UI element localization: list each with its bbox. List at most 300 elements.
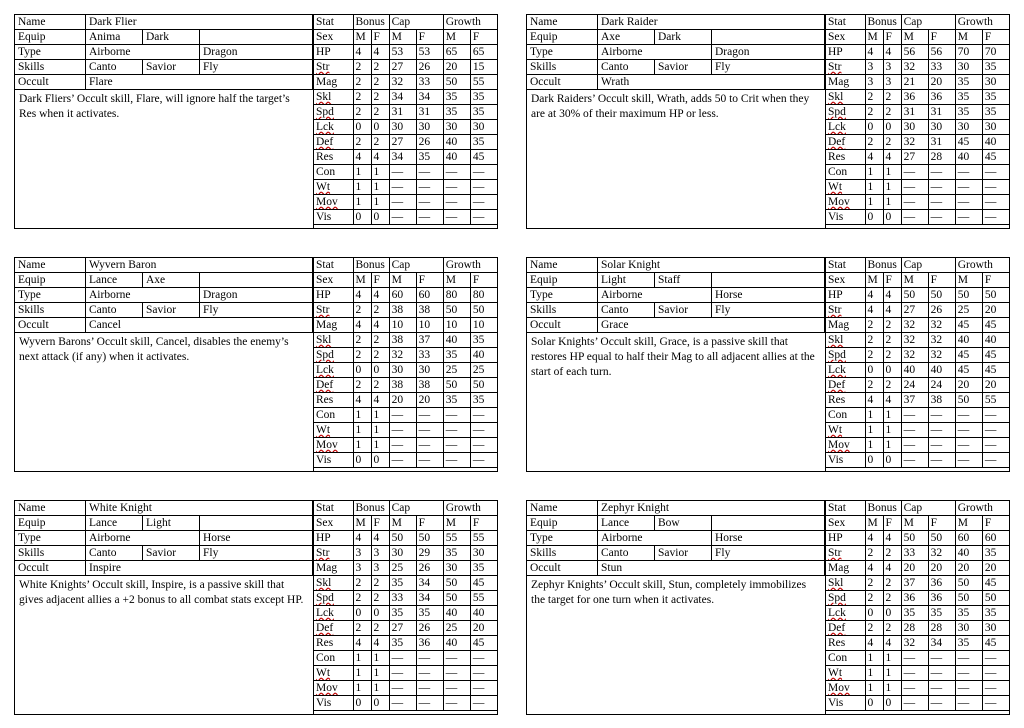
growth-m: M	[955, 273, 982, 288]
cap-m: —	[389, 180, 416, 195]
skills-label: Skills	[527, 60, 598, 75]
bonus-m: 2	[865, 333, 883, 348]
cap-f: 32	[928, 546, 955, 561]
growth-f: —	[982, 681, 1009, 696]
bonus-m: 4	[353, 393, 371, 408]
bonus-f: 4	[883, 288, 901, 303]
stat-row	[826, 453, 1010, 468]
cap-m: 38	[389, 303, 416, 318]
skill-1: Canto	[598, 546, 655, 561]
cap-f: 50	[928, 531, 955, 546]
cap-m: 32	[901, 333, 928, 348]
stats-header-row	[826, 258, 1010, 273]
cap-f: 35	[416, 606, 443, 621]
cap-m: 37	[901, 393, 928, 408]
bonus-f: 2	[371, 90, 389, 105]
growth-f: 30	[982, 75, 1009, 90]
bonus-f: 1	[883, 666, 901, 681]
type-label: Type	[527, 45, 598, 60]
occult-label: Occult	[527, 318, 598, 333]
bonus-m: 2	[353, 378, 371, 393]
growth-m: —	[955, 180, 982, 195]
growth-m: 40	[955, 546, 982, 561]
cap-f: 34	[416, 576, 443, 591]
bonus-f: 0	[371, 120, 389, 135]
bonus-m: 4	[353, 288, 371, 303]
bonus-m: 4	[865, 636, 883, 651]
growth-m: —	[955, 438, 982, 453]
bonus-f: 4	[371, 636, 389, 651]
stat-name: Str	[314, 303, 354, 318]
bonus-m: 2	[353, 105, 371, 120]
stat-row	[826, 60, 1010, 75]
bonus-m: 2	[353, 621, 371, 636]
cap-m: M	[389, 273, 416, 288]
stat-row	[314, 210, 498, 225]
bonus-m: 4	[353, 150, 371, 165]
growth-f: 45	[470, 576, 497, 591]
growth-m: 50	[443, 591, 470, 606]
stat-name: HP	[826, 531, 866, 546]
stat-name: Mag	[314, 75, 354, 90]
cap-f: —	[928, 438, 955, 453]
bonus-m: 2	[353, 303, 371, 318]
growth-f: —	[982, 210, 1009, 225]
cap-m: —	[389, 696, 416, 711]
stat-row	[314, 165, 498, 180]
cap-m: 32	[389, 348, 416, 363]
cap-f: 40	[928, 363, 955, 378]
bonus-m: 4	[865, 288, 883, 303]
stat-row	[826, 516, 1010, 531]
stats-table	[825, 500, 1010, 711]
bonus-f: 1	[371, 408, 389, 423]
growth-f: 55	[470, 75, 497, 90]
growth-f: 25	[470, 363, 497, 378]
stat-row	[826, 210, 1010, 225]
name-label: Name	[527, 15, 598, 30]
bonus-m: 2	[865, 621, 883, 636]
growth-f: —	[982, 666, 1009, 681]
cap-m: 30	[389, 120, 416, 135]
type-label: Type	[527, 531, 598, 546]
stat-name: Skl	[314, 576, 354, 591]
bonus-f: 0	[371, 696, 389, 711]
growth-m: —	[955, 696, 982, 711]
growth-f: 35	[470, 333, 497, 348]
stat-header: Stat	[826, 15, 866, 30]
skill-3: Fly	[200, 60, 313, 75]
cap-f: 37	[416, 333, 443, 348]
cap-m: —	[389, 666, 416, 681]
bonus-f: 2	[371, 621, 389, 636]
bonus-m: 2	[865, 318, 883, 333]
growth-m: 10	[443, 318, 470, 333]
growth-m: —	[443, 423, 470, 438]
stat-name: Wt	[826, 423, 866, 438]
bonus-f: F	[371, 516, 389, 531]
cap-m: —	[901, 651, 928, 666]
stat-name: Wt	[314, 666, 354, 681]
stat-name: Skl	[314, 90, 354, 105]
cap-m: 30	[389, 546, 416, 561]
cap-m: 32	[901, 636, 928, 651]
stat-row	[826, 120, 1010, 135]
stat-name: Res	[314, 393, 354, 408]
bonus-m: 2	[865, 105, 883, 120]
bonus-f: 2	[371, 591, 389, 606]
type-1: Airborne	[86, 531, 200, 546]
occult-skill: Cancel	[86, 318, 313, 333]
bonus-f: 2	[371, 348, 389, 363]
growth-m: 40	[443, 135, 470, 150]
growth-m: 70	[955, 45, 982, 60]
growth-m: 30	[955, 120, 982, 135]
equip-1: Axe	[598, 30, 655, 45]
stat-row	[826, 681, 1010, 696]
equip-label: Equip	[15, 30, 86, 45]
cap-m: M	[389, 30, 416, 45]
stat-row	[826, 666, 1010, 681]
equip-label: Equip	[15, 273, 86, 288]
growth-m: —	[955, 453, 982, 468]
growth-m: 50	[955, 393, 982, 408]
growth-f: 20	[982, 303, 1009, 318]
cap-m: 30	[901, 120, 928, 135]
stat-name: Def	[826, 378, 866, 393]
bonus-f: 1	[371, 165, 389, 180]
stat-name: Res	[826, 150, 866, 165]
cap-m: M	[901, 273, 928, 288]
bonus-m: 1	[353, 423, 371, 438]
stat-row	[826, 438, 1010, 453]
stats-header-row	[826, 501, 1010, 516]
bonus-f: 1	[371, 681, 389, 696]
bonus-f: 1	[883, 195, 901, 210]
growth-m: 20	[443, 60, 470, 75]
stats-panel	[313, 258, 497, 471]
stat-name: Skl	[826, 90, 866, 105]
class-info-table	[14, 14, 313, 90]
type-2: Horse	[712, 288, 825, 303]
stat-name: HP	[314, 45, 354, 60]
growth-f: —	[982, 453, 1009, 468]
stats-table	[313, 14, 498, 225]
type-2: Horse	[200, 531, 313, 546]
stats-header-row	[314, 501, 498, 516]
stat-row	[826, 180, 1010, 195]
bonus-m: 0	[865, 606, 883, 621]
growth-m: —	[443, 681, 470, 696]
equip-2: Dark	[655, 30, 712, 45]
bonus-m: 1	[865, 165, 883, 180]
bonus-m: 2	[865, 576, 883, 591]
growth-f: 50	[470, 378, 497, 393]
stat-name: Vis	[314, 696, 354, 711]
bonus-f: 4	[883, 45, 901, 60]
stats-table	[313, 500, 498, 711]
stat-row	[826, 195, 1010, 210]
stat-row	[826, 348, 1010, 363]
bonus-m: 4	[353, 45, 371, 60]
cap-f: F	[416, 516, 443, 531]
cap-m: 32	[389, 75, 416, 90]
stat-row	[314, 681, 498, 696]
cap-header: Cap	[389, 15, 443, 30]
stat-name: Lck	[314, 606, 354, 621]
equip-label: Equip	[527, 30, 598, 45]
growth-m: 30	[443, 561, 470, 576]
cap-f: F	[416, 30, 443, 45]
bonus-f: 4	[371, 288, 389, 303]
cap-m: —	[901, 453, 928, 468]
skill-1: Canto	[86, 60, 143, 75]
stat-name: Sex	[826, 516, 866, 531]
cap-f: 32	[928, 318, 955, 333]
stat-row	[826, 378, 1010, 393]
growth-f: —	[470, 696, 497, 711]
bonus-m: 3	[353, 546, 371, 561]
bonus-m: 0	[865, 120, 883, 135]
stat-row	[314, 576, 498, 591]
bonus-f: 1	[883, 408, 901, 423]
cap-m: 35	[389, 606, 416, 621]
class-card	[526, 500, 1010, 715]
cap-m: —	[901, 438, 928, 453]
cap-f: —	[416, 651, 443, 666]
cap-m: 28	[901, 621, 928, 636]
skill-3: Fly	[200, 303, 313, 318]
stat-row	[314, 75, 498, 90]
stat-name: Str	[826, 303, 866, 318]
growth-m: —	[443, 696, 470, 711]
stat-name: Def	[826, 621, 866, 636]
bonus-m: 0	[865, 453, 883, 468]
bonus-f: 2	[883, 318, 901, 333]
cap-f: F	[928, 273, 955, 288]
cap-f: —	[928, 180, 955, 195]
bonus-f: 1	[883, 438, 901, 453]
bonus-m: 1	[865, 666, 883, 681]
stat-header: Stat	[314, 15, 354, 30]
stat-name: Mov	[314, 438, 354, 453]
growth-m: 30	[955, 60, 982, 75]
cap-m: 33	[389, 591, 416, 606]
cap-f: 33	[416, 75, 443, 90]
growth-m: 50	[955, 591, 982, 606]
growth-f: 50	[982, 288, 1009, 303]
cap-m: 27	[389, 621, 416, 636]
bonus-f: 2	[883, 333, 901, 348]
growth-m: 65	[443, 45, 470, 60]
equip-1: Lance	[86, 273, 143, 288]
cap-m: 50	[389, 531, 416, 546]
bonus-m: 4	[865, 561, 883, 576]
cap-header: Cap	[389, 258, 443, 273]
type-1: Airborne	[598, 45, 712, 60]
growth-f: 40	[470, 606, 497, 621]
stat-name: Def	[314, 621, 354, 636]
stat-row	[826, 273, 1010, 288]
growth-f: F	[982, 516, 1009, 531]
bonus-m: 1	[353, 195, 371, 210]
bonus-m: 0	[353, 210, 371, 225]
stat-name: Str	[314, 546, 354, 561]
stat-name: Spd	[314, 591, 354, 606]
growth-f: F	[470, 30, 497, 45]
growth-m: —	[955, 408, 982, 423]
cap-m: 35	[389, 576, 416, 591]
stat-row	[314, 363, 498, 378]
cap-f: 31	[416, 105, 443, 120]
bonus-m: 1	[353, 408, 371, 423]
type-label: Type	[15, 531, 86, 546]
cap-m: 32	[901, 60, 928, 75]
cap-m: M	[901, 30, 928, 45]
equip-1: Anima	[86, 30, 143, 45]
cap-m: 38	[389, 378, 416, 393]
bonus-f: 2	[371, 333, 389, 348]
cap-f: 28	[928, 621, 955, 636]
type-label: Type	[15, 288, 86, 303]
growth-f: —	[470, 651, 497, 666]
cap-f: —	[928, 423, 955, 438]
stat-name: Vis	[314, 453, 354, 468]
stat-name: Str	[826, 60, 866, 75]
skill-1: Canto	[598, 303, 655, 318]
type-1: Airborne	[86, 45, 200, 60]
cap-m: 35	[389, 636, 416, 651]
cap-f: —	[416, 180, 443, 195]
stat-row	[314, 303, 498, 318]
bonus-f: 0	[883, 210, 901, 225]
stat-row	[314, 636, 498, 651]
class-info-panel	[15, 501, 314, 714]
cap-m: 27	[389, 135, 416, 150]
growth-m: 50	[955, 288, 982, 303]
cap-f: —	[416, 438, 443, 453]
cap-m: 35	[901, 606, 928, 621]
growth-f: 70	[982, 45, 1009, 60]
bonus-f: 4	[371, 531, 389, 546]
growth-f: —	[470, 180, 497, 195]
stat-name: Wt	[826, 180, 866, 195]
cap-f: F	[928, 30, 955, 45]
cap-m: —	[389, 165, 416, 180]
cap-m: 50	[901, 288, 928, 303]
cap-f: 38	[416, 378, 443, 393]
equip-label: Equip	[527, 273, 598, 288]
growth-f: —	[470, 666, 497, 681]
stat-row	[314, 561, 498, 576]
cap-f: —	[928, 165, 955, 180]
cap-f: 33	[928, 60, 955, 75]
growth-f: 35	[470, 393, 497, 408]
cap-f: 36	[928, 576, 955, 591]
equip-3	[712, 273, 825, 288]
bonus-m: 0	[865, 210, 883, 225]
bonus-m: 3	[353, 561, 371, 576]
stat-name: Sex	[826, 30, 866, 45]
occult-label: Occult	[15, 75, 86, 90]
stat-row	[314, 408, 498, 423]
stat-row	[826, 606, 1010, 621]
growth-m: 55	[443, 531, 470, 546]
equip-2: Dark	[143, 30, 200, 45]
stat-name: Mag	[314, 318, 354, 333]
stats-table	[313, 257, 498, 468]
occult-description: Dark Fliers’ Occult skill, Flare, will ignore half the target’s Res when it activates.	[19, 93, 290, 120]
bonus-f: 2	[371, 105, 389, 120]
bonus-f: 2	[883, 135, 901, 150]
growth-m: 35	[443, 393, 470, 408]
stat-row	[826, 150, 1010, 165]
equip-1: Lance	[598, 516, 655, 531]
growth-m: —	[955, 681, 982, 696]
growth-m: —	[955, 666, 982, 681]
stat-row	[314, 90, 498, 105]
bonus-f: 3	[371, 546, 389, 561]
bonus-m: 1	[865, 423, 883, 438]
stat-row	[826, 303, 1010, 318]
stat-name: Con	[826, 165, 866, 180]
bonus-m: 1	[353, 438, 371, 453]
growth-f: 65	[470, 45, 497, 60]
bonus-header: Bonus	[865, 501, 901, 516]
growth-m: 40	[955, 150, 982, 165]
cap-m: 24	[901, 378, 928, 393]
type-label: Type	[15, 45, 86, 60]
bonus-m: 1	[353, 666, 371, 681]
occult-skill: Flare	[86, 75, 313, 90]
cap-m: 27	[901, 150, 928, 165]
type-2: Dragon	[200, 45, 313, 60]
growth-f: 35	[982, 90, 1009, 105]
bonus-m: 2	[353, 591, 371, 606]
growth-f: 35	[982, 60, 1009, 75]
stat-row	[314, 453, 498, 468]
bonus-f: 4	[883, 636, 901, 651]
stat-name: Con	[826, 408, 866, 423]
growth-m: 60	[955, 531, 982, 546]
bonus-f: 0	[883, 363, 901, 378]
growth-m: 80	[443, 288, 470, 303]
bonus-m: 2	[353, 75, 371, 90]
growth-f: 30	[470, 546, 497, 561]
equip-2: Light	[143, 516, 200, 531]
bonus-f: 4	[371, 318, 389, 333]
growth-f: 45	[982, 636, 1009, 651]
cap-m: 31	[901, 105, 928, 120]
growth-f: 55	[470, 591, 497, 606]
growth-f: —	[982, 423, 1009, 438]
cap-f: 56	[928, 45, 955, 60]
bonus-f: 2	[883, 378, 901, 393]
skill-3: Fly	[200, 546, 313, 561]
growth-f: 20	[982, 561, 1009, 576]
cap-f: 32	[928, 333, 955, 348]
cap-m: M	[901, 516, 928, 531]
stat-row	[826, 333, 1010, 348]
skill-2: Savior	[143, 303, 200, 318]
stat-name: Wt	[314, 180, 354, 195]
growth-m: 30	[955, 621, 982, 636]
growth-f: F	[982, 30, 1009, 45]
growth-m: —	[443, 195, 470, 210]
name-label: Name	[15, 15, 86, 30]
stat-name: Wt	[314, 423, 354, 438]
occult-description: Dark Raiders’ Occult skill, Wrath, adds 50 to Crit when they are at 30% of their maximum HP or less.	[531, 93, 810, 120]
